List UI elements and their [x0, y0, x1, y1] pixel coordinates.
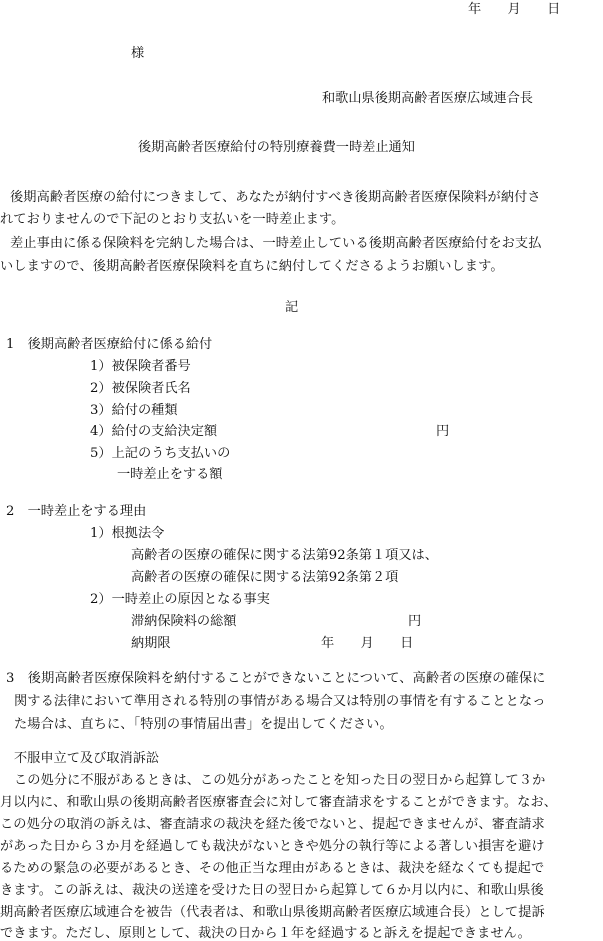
section-3-line-1: 3 後期高齢者医療保険料を納付することができないことについて、高齢者の医療の確保に [6, 671, 546, 686]
ki-marker: 記 [285, 300, 299, 315]
appeal-line-2: 月以内に、和歌山県の後期高齢者医療審査会に対して審査請求をすることができます。なお、 [0, 795, 558, 810]
section-2-heading: 2 一時差止をする理由 [6, 504, 147, 519]
section-3-line-2: 関する法律において準用される特別の事情がある場合又は特別の事情を有することとなっ [14, 694, 546, 709]
addressee-honorific: 様 [131, 46, 145, 61]
appeal-line-7: 期高齢者医療広域連合を被告（代表者は、和歌山県後期高齢者医療広域連合長）として提訴 [0, 905, 545, 920]
section-1-item-5-line-1: 5）上記のうち支払いの [90, 446, 231, 461]
section-1-item-4-unit: 円 [436, 424, 450, 439]
section-1-item-2: 2）被保険者氏名 [90, 381, 191, 396]
body-paragraph-1-line-2: れておりませんので下記のとおり支払いを一時差止ます。 [0, 212, 345, 227]
section-2-due-label: 納期限 [131, 636, 171, 651]
section-1-heading: 1 後期高齢者医療給付に係る給付 [6, 337, 213, 352]
section-2-arrears-unit: 円 [408, 614, 422, 629]
section-1-item-1: 1）被保険者番号 [90, 359, 191, 374]
section-1-item-4: 4）給付の支給決定額 [90, 424, 218, 439]
issue-date: 年 月 日 [468, 2, 561, 17]
document-title: 後期高齢者医療給付の特別療養費一時差止通知 [138, 140, 415, 155]
section-2-law-1: 高齢者の医療の確保に関する法第92条第１項又は、 [131, 548, 438, 563]
section-1-item-3: 3）給付の種類 [90, 403, 178, 418]
appeal-line-4: があった日から３か月を経過しても裁決がないときや処分の執行等による著しい損害を避け [0, 839, 545, 854]
appeal-line-8: できます。ただし、原則として、裁決の日から１年を経過すると訴えを提起できません。 [0, 926, 531, 941]
appeal-heading: 不服申立て及び取消訴訟 [14, 751, 160, 766]
appeal-line-1: この処分に不服があるときは、この処分があったことを知った日の翌日から起算して３か [14, 773, 546, 788]
appeal-line-6: きます。この訴えは、裁決の送達を受けた日の翌日から起算して６か月以内に、和歌山県後 [0, 883, 544, 898]
body-paragraph-1-line-1: 後期高齢者医療の給付につきまして、あなたが納付すべき後期高齢者医療保険料が納付さ [10, 190, 541, 205]
sender-name: 和歌山県後期高齢者医療広域連合長 [322, 91, 533, 106]
body-paragraph-2-line-1: 差止事由に係る保険料を完納した場合は、一時差止している後期高齢者医療給付をお支払 [10, 236, 542, 251]
section-2-item-1: 1）根拠法令 [90, 526, 165, 541]
section-2-item-2: 2）一時差止の原因となる事実 [90, 592, 270, 607]
section-1-item-5-line-2: 一時差止をする額 [117, 467, 223, 482]
appeal-line-3: この処分の取消の訴えは、審査請求の裁決を経た後でないと、提起できませんが、審査請求 [0, 817, 545, 832]
appeal-line-5: るための緊急の必要があるとき、その他正当な理由があるときは、裁決を経なくても提起で [0, 861, 545, 876]
section-2-law-2: 高齢者の医療の確保に関する法第92条第２項 [131, 570, 399, 585]
body-paragraph-2-line-2: いしますので、後期高齢者医療保険料を直ちに納付してくださるようお願いします。 [0, 259, 504, 274]
section-2-arrears-label: 滞納保険料の総額 [131, 614, 237, 629]
section-3-line-3: た場合は、直ちに、「特別の事情届出書」を提出してください。 [14, 717, 393, 732]
section-2-due-date: 年 月 日 [321, 636, 414, 651]
